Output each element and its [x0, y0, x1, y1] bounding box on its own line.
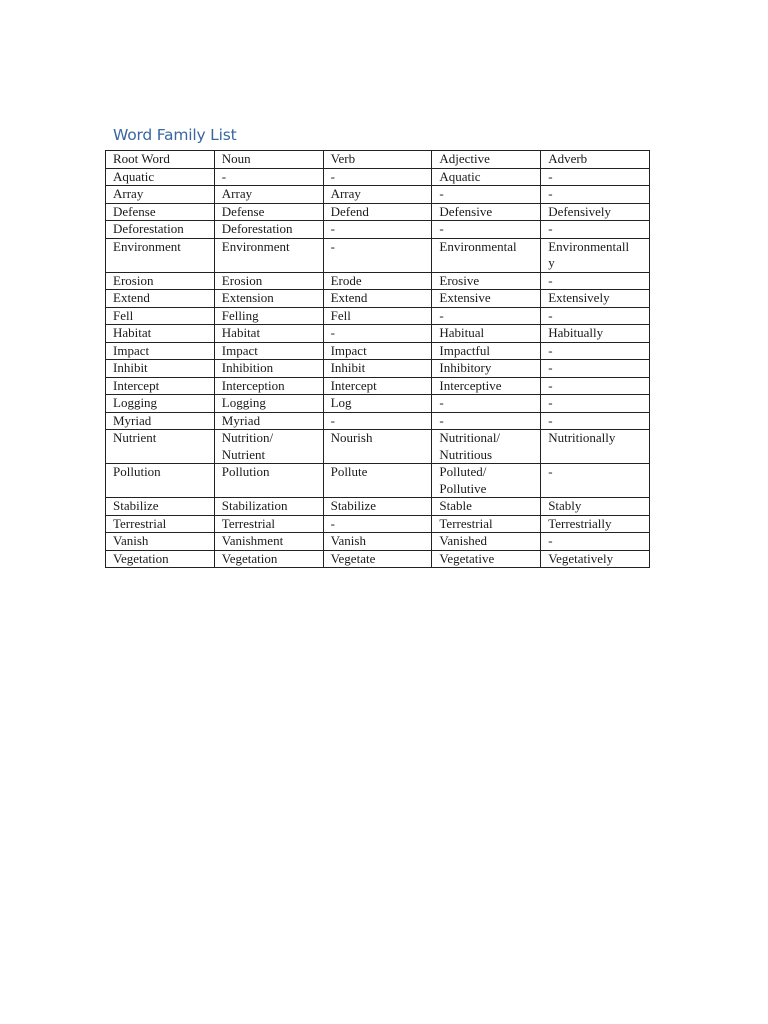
table-row — [106, 464, 650, 498]
table-cell-adverb: Habitually — [541, 325, 650, 343]
table-cell-verb: Intercept — [323, 377, 432, 395]
table-cell-noun: Environment — [214, 238, 323, 272]
table-row — [106, 360, 650, 378]
table-cell-adjective: Environmental — [432, 238, 541, 272]
table-cell-adverb: - — [541, 272, 650, 290]
table-cell-adverb: - — [541, 342, 650, 360]
table-cell-root-word: Nutrient — [106, 430, 215, 464]
table-cell-noun: Pollution — [214, 464, 323, 498]
table-cell-verb: Stabilize — [323, 498, 432, 516]
table-cell-root-word: Aquatic — [106, 168, 215, 186]
table-cell-root-word: Fell — [106, 307, 215, 325]
table-cell-adjective: Stable — [432, 498, 541, 516]
table-cell-root-word: Stabilize — [106, 498, 215, 516]
table-cell-root-word: Erosion — [106, 272, 215, 290]
table-cell-verb: Vegetate — [323, 550, 432, 568]
table-cell-adverb: - — [541, 168, 650, 186]
table-cell-noun: - — [214, 168, 323, 186]
table-cell-root-word: Array — [106, 186, 215, 204]
table-cell-verb: Pollute — [323, 464, 432, 498]
table-cell-root-word: Environment — [106, 238, 215, 272]
header-cell-verb: Verb — [323, 151, 432, 169]
table-cell-adjective: Extensive — [432, 290, 541, 308]
table-cell-adverb: - — [541, 360, 650, 378]
table-cell-verb: Fell — [323, 307, 432, 325]
table-cell-verb: Inhibit — [323, 360, 432, 378]
table-cell-root-word: Impact — [106, 342, 215, 360]
table-cell-noun: Vanishment — [214, 533, 323, 551]
table-cell-root-word: Deforestation — [106, 221, 215, 239]
table-cell-verb: Impact — [323, 342, 432, 360]
table-cell-root-word: Habitat — [106, 325, 215, 343]
header-cell-noun: Noun — [214, 151, 323, 169]
table-cell-verb: - — [323, 515, 432, 533]
table-row — [106, 203, 650, 221]
table-cell-adjective: Terrestrial — [432, 515, 541, 533]
table-row — [106, 550, 650, 568]
table-cell-adjective: - — [432, 186, 541, 204]
table-cell-adjective: Nutritional/ Nutritious — [432, 430, 541, 464]
table-row — [106, 498, 650, 516]
table-cell-verb: - — [323, 412, 432, 430]
table-cell-adverb: - — [541, 533, 650, 551]
header-cell-adverb: Adverb — [541, 151, 650, 169]
table-cell-noun: Interception — [214, 377, 323, 395]
table-cell-adverb: Terrestrially — [541, 515, 650, 533]
table-cell-adjective: - — [432, 395, 541, 413]
table-cell-verb: Erode — [323, 272, 432, 290]
table-cell-noun: Deforestation — [214, 221, 323, 239]
table-cell-noun: Felling — [214, 307, 323, 325]
table-row — [106, 238, 650, 272]
table-cell-noun: Defense — [214, 203, 323, 221]
table-cell-noun: Vegetation — [214, 550, 323, 568]
table-cell-verb: Array — [323, 186, 432, 204]
table-cell-noun: Array — [214, 186, 323, 204]
table-row — [106, 533, 650, 551]
table-header-row — [106, 151, 650, 169]
table-cell-adjective: - — [432, 221, 541, 239]
table-row — [106, 290, 650, 308]
table-row — [106, 395, 650, 413]
table-cell-adjective: Vanished — [432, 533, 541, 551]
table-cell-root-word: Logging — [106, 395, 215, 413]
table-cell-adjective: - — [432, 412, 541, 430]
table-cell-adjective: Interceptive — [432, 377, 541, 395]
table-cell-adjective: Inhibitory — [432, 360, 541, 378]
table-cell-noun: Terrestrial — [214, 515, 323, 533]
table-cell-noun: Erosion — [214, 272, 323, 290]
table-cell-noun: Nutrition/ Nutrient — [214, 430, 323, 464]
table-cell-adjective: - — [432, 307, 541, 325]
table-row — [106, 515, 650, 533]
table-cell-root-word: Vegetation — [106, 550, 215, 568]
table-row — [106, 186, 650, 204]
table-row — [106, 430, 650, 464]
table-cell-verb: Vanish — [323, 533, 432, 551]
table-cell-root-word: Defense — [106, 203, 215, 221]
table-cell-root-word: Terrestrial — [106, 515, 215, 533]
table-cell-noun: Myriad — [214, 412, 323, 430]
table-cell-adverb: Extensively — [541, 290, 650, 308]
table-cell-noun: Inhibition — [214, 360, 323, 378]
header-cell-adjective: Adjective — [432, 151, 541, 169]
table-cell-adjective: Aquatic — [432, 168, 541, 186]
table-cell-verb: - — [323, 168, 432, 186]
table-cell-adjective: Impactful — [432, 342, 541, 360]
table-cell-verb: - — [323, 325, 432, 343]
table-cell-noun: Extension — [214, 290, 323, 308]
table-cell-adverb: - — [541, 307, 650, 325]
table-cell-verb: Log — [323, 395, 432, 413]
word-family-table — [105, 150, 650, 568]
table-cell-adjective: Habitual — [432, 325, 541, 343]
table-cell-root-word: Intercept — [106, 377, 215, 395]
table-cell-root-word: Pollution — [106, 464, 215, 498]
table-cell-noun: Impact — [214, 342, 323, 360]
table-row — [106, 325, 650, 343]
table-row — [106, 342, 650, 360]
table-cell-verb: Nourish — [323, 430, 432, 464]
table-cell-root-word: Myriad — [106, 412, 215, 430]
table-cell-adverb: Defensively — [541, 203, 650, 221]
table-cell-adverb: - — [541, 221, 650, 239]
table-row — [106, 412, 650, 430]
table-cell-noun: Habitat — [214, 325, 323, 343]
table-cell-adjective: Erosive — [432, 272, 541, 290]
table-cell-adverb: Nutritionally — [541, 430, 650, 464]
table-cell-adverb: - — [541, 377, 650, 395]
table-cell-adjective: Vegetative — [432, 550, 541, 568]
table-cell-adverb: - — [541, 395, 650, 413]
table-cell-adverb: - — [541, 464, 650, 498]
table-row — [106, 307, 650, 325]
table-cell-adverb: Stably — [541, 498, 650, 516]
table-cell-root-word: Inhibit — [106, 360, 215, 378]
table-cell-adjective: Polluted/ Pollutive — [432, 464, 541, 498]
table-cell-adverb: - — [541, 186, 650, 204]
document-title: Word Family List — [113, 126, 237, 144]
table-row — [106, 221, 650, 239]
table-cell-noun: Stabilization — [214, 498, 323, 516]
table-cell-verb: Defend — [323, 203, 432, 221]
table-cell-verb: Extend — [323, 290, 432, 308]
table-cell-adjective: Defensive — [432, 203, 541, 221]
table-cell-adverb: Vegetatively — [541, 550, 650, 568]
table-cell-adverb: Environmentall y — [541, 238, 650, 272]
table-cell-root-word: Extend — [106, 290, 215, 308]
table-row — [106, 168, 650, 186]
table-cell-verb: - — [323, 221, 432, 239]
table-row — [106, 377, 650, 395]
table-body — [106, 151, 650, 568]
table-cell-verb: - — [323, 238, 432, 272]
table-cell-adverb: - — [541, 412, 650, 430]
table-cell-noun: Logging — [214, 395, 323, 413]
table-row — [106, 272, 650, 290]
table-cell-root-word: Vanish — [106, 533, 215, 551]
header-cell-root-word: Root Word — [106, 151, 215, 169]
